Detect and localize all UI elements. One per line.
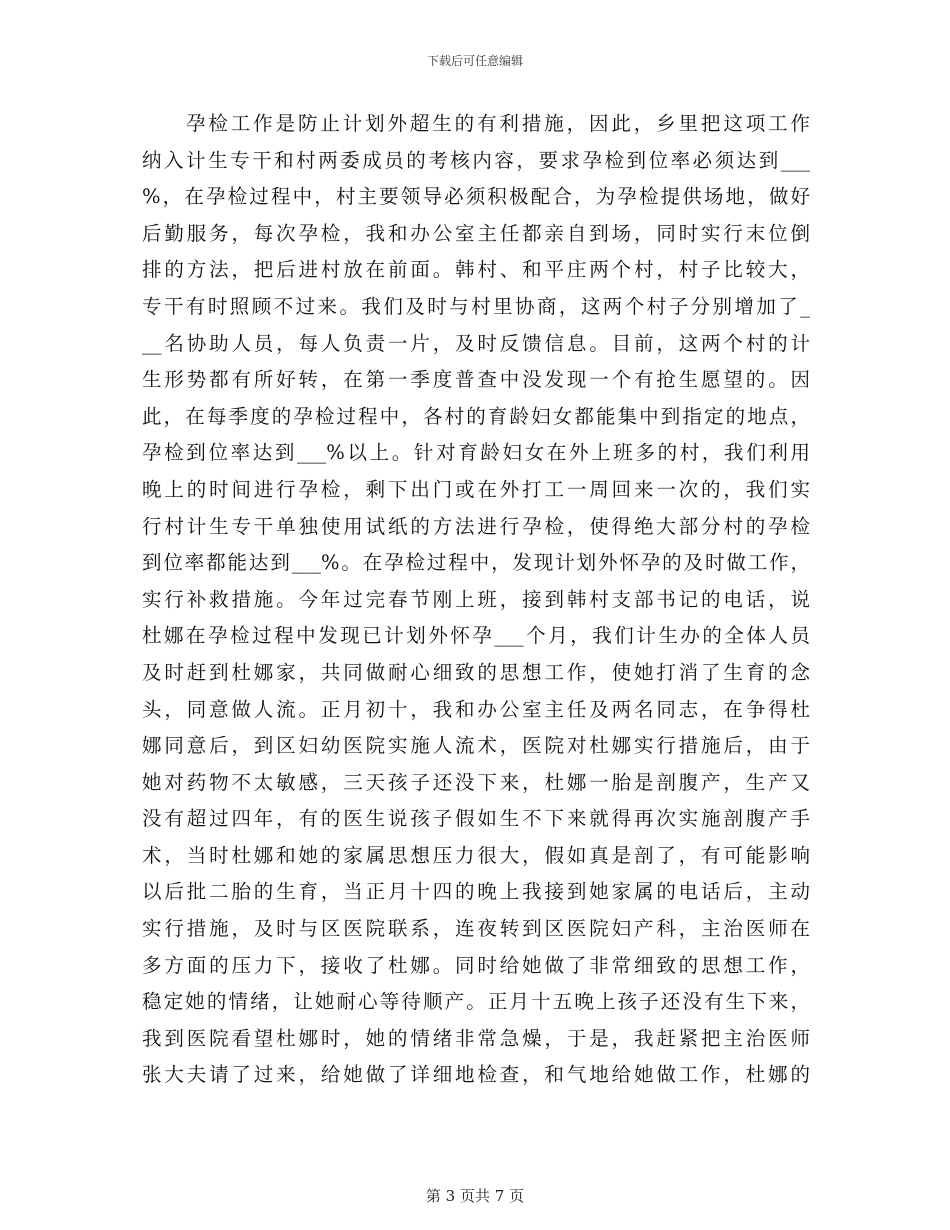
text-line: 实行措施，及时与区医院联系，连夜转到区医院妇产科，主治医师在 bbox=[142, 917, 810, 941]
text-line: 实行补救措施。今年过完春节刚上班，接到韩村支部书记的电话，说 bbox=[142, 587, 810, 611]
text-line: 多方面的压力下，接收了杜娜。同时给她做了非常细致的思想工作， bbox=[142, 953, 810, 977]
text-line: 杜娜在孕检过程中发现已计划外怀孕___个月，我们计生办的全体人员 bbox=[142, 624, 810, 648]
text-line: 此，在每季度的孕检过程中，各村的育龄妇女都能集中到指定的地点， bbox=[142, 404, 810, 428]
page-footer: 第 3 页共 7 页 bbox=[425, 1187, 525, 1205]
text-line: 术，当时杜娜和她的家属思想压力很大，假如真是剖了，有可能影响 bbox=[142, 843, 810, 867]
text-line: 晚上的时间进行孕检，剩下出门或在外打工一周回来一次的，我们实 bbox=[142, 477, 810, 501]
text-line: 娜同意后，到区妇幼医院实施人流术，医院对杜娜实行措施后，由于 bbox=[142, 734, 810, 758]
text-line: 后勤服务，每次孕检，我和办公室主任都亲自到场，同时实行末位倒 bbox=[142, 221, 810, 245]
page-header: 下载后可任意编辑 bbox=[426, 54, 523, 68]
text-line: 稳定她的情绪，让她耐心等待顺产。正月十五晚上孩子还没有生下来， bbox=[142, 990, 810, 1014]
text-line: 纳入计生专干和村两委成员的考核内容，要求孕检到位率必须达到___ bbox=[142, 148, 810, 172]
text-line: 孕检到位率达到___%以上。针对育龄妇女在外上班多的村，我们利用 bbox=[142, 441, 810, 465]
text-line: 张大夫请了过来，给她做了详细地检查，和气地给她做工作，杜娜的 bbox=[142, 1063, 810, 1087]
text-line: 没有超过四年，有的医生说孩子假如生不下来就得再次实施剖腹产手 bbox=[142, 807, 810, 831]
text-line: __名协助人员，每人负责一片，及时反馈信息。目前，这两个村的计 bbox=[142, 331, 810, 355]
text-line: 她对药物不太敏感，三天孩子还没下来，杜娜一胎是剖腹产，生产又 bbox=[142, 770, 810, 794]
text-line: 行村计生专干单独使用试纸的方法进行孕检，使得绝大部分村的孕检 bbox=[142, 514, 810, 538]
text-line: 头，同意做人流。正月初十，我和办公室主任及两名同志，在争得杜 bbox=[142, 697, 810, 721]
text-line: 孕检工作是防止计划外超生的有利措施，因此，乡里把这项工作 bbox=[186, 112, 810, 135]
text-line: 我到医院看望杜娜时，她的情绪非常急燥，于是，我赶紧把主治医师 bbox=[142, 1026, 810, 1050]
text-line: 到位率都能达到___%。在孕检过程中，发现计划外怀孕的及时做工作， bbox=[142, 551, 810, 575]
text-line: 及时赶到杜娜家，共同做耐心细致的思想工作，使她打消了生育的念 bbox=[142, 660, 810, 684]
text-line: 排的方法，把后进村放在前面。韩村、和平庄两个村，村子比较大， bbox=[142, 258, 810, 282]
body-text bbox=[142, 106, 810, 1094]
text-line: 以后批二胎的生育，当正月十四的晚上我接到她家属的电话后，主动 bbox=[142, 880, 810, 904]
text-line: %，在孕检过程中，村主要领导必须积极配合，为孕检提供场地，做好 bbox=[142, 185, 810, 209]
text-line: 专干有时照顾不过来。我们及时与村里协商，这两个村子分别增加了_ bbox=[142, 294, 810, 318]
text-line: 生形势都有所好转，在第一季度普查中没发现一个有抢生愿望的。因 bbox=[142, 368, 810, 392]
